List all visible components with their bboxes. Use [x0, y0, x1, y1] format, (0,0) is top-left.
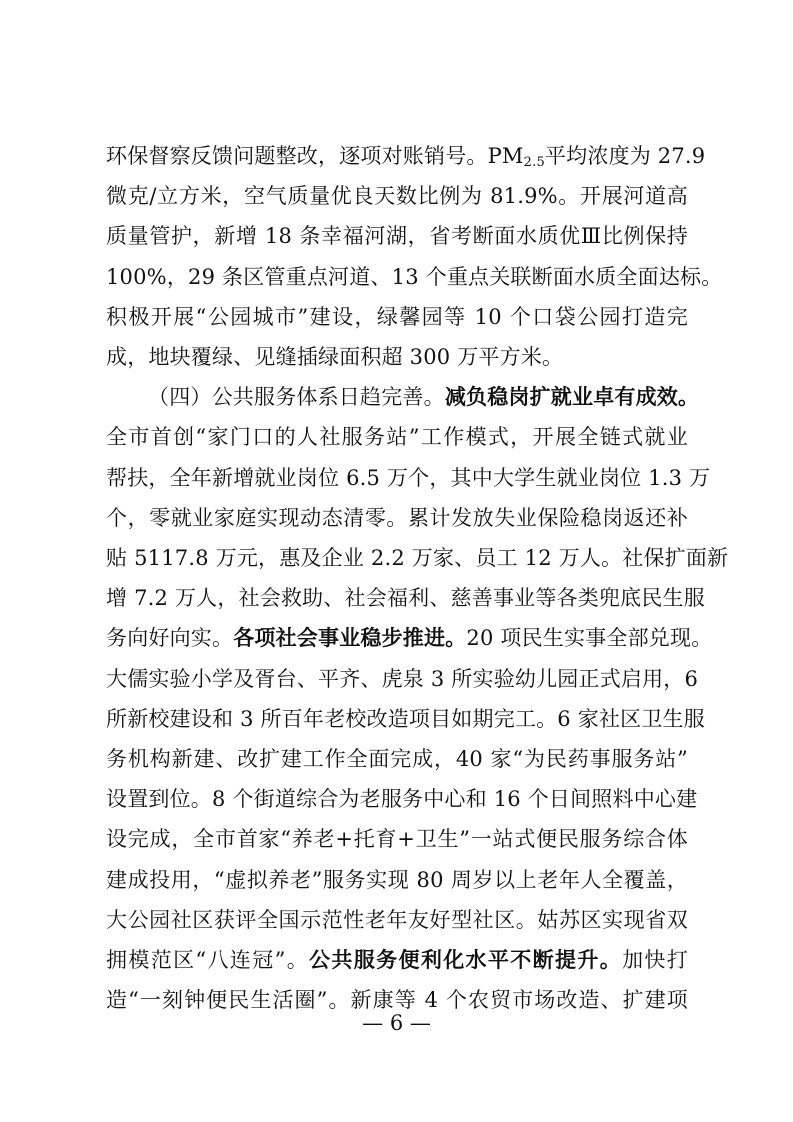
text-run: 微克/立方米，空气质量优良天数比例为 81.9%。开展河道高	[106, 184, 688, 208]
text-line	[106, 136, 706, 176]
text-line	[106, 458, 711, 498]
text-line	[106, 940, 688, 980]
text-line	[106, 578, 705, 618]
text-line	[106, 819, 688, 859]
text-run: 增 7.2 万人，社会救助、社会福利、慈善事业等各类兜底民生服	[106, 586, 705, 610]
text-line	[106, 860, 688, 900]
text-line	[106, 257, 723, 297]
text-run: 个，零就业家庭实现动态清零。累计发放失业保险稳岗返还补	[106, 506, 688, 530]
text-line	[106, 337, 688, 377]
text-line	[106, 176, 688, 216]
text-run: 全市首创“家门口的人社服务站”工作模式，开展全链式就业	[106, 425, 688, 449]
text-run: 帮扶，全年新增就业岗位 6.5 万个，其中大学生就业岗位 1.3 万	[106, 466, 711, 490]
text-run: 设置到位。8 个街道综合为老服务中心和 16 个日间照料中心建	[106, 787, 698, 811]
text-run: 务机构新建、改扩建工作全面完成，40 家“为民药事服务站”	[106, 747, 688, 771]
text-run: 大公园社区获评全国示范性老年友好型社区。姑苏区实现省双	[106, 908, 688, 932]
text-line	[106, 739, 688, 779]
text-line	[148, 377, 700, 417]
text-line	[106, 779, 698, 819]
text-run: 成，地块覆绿、见缝插绿面积超 300 万平方米。	[106, 345, 564, 369]
bold-heading: 减负稳岗扩就业卓有成效。	[444, 384, 700, 409]
text-line	[106, 297, 688, 337]
text-run: 平均浓度为 27.9	[544, 144, 706, 168]
text-run: 质量管护，新增 18 条幸福河湖，省考断面水质优Ⅲ比例保持	[106, 224, 688, 248]
text-run: 20 项民生实事全部兑现。	[466, 626, 713, 650]
bold-heading: 各项社会事业稳步推进。	[233, 625, 467, 650]
text-run: 所新校建设和 3 所百年老校改造项目如期完工。6 家社区卫生服	[106, 707, 705, 731]
text-run: 贴 5117.8 万元，惠及企业 2.2 万家、员工 12 万人。社保扩面新	[106, 546, 729, 570]
text-run: 拥模范区“八连冠”。	[106, 948, 310, 972]
text-run: 造“一刻钟便民生活圈”。新康等 4 个农贸市场改造、扩建项	[106, 988, 688, 1012]
text-run: 环保督察反馈问题整改，逐项对账销号。PM	[106, 144, 524, 168]
text-line	[106, 538, 729, 578]
text-run: 大儒实验小学及胥台、平齐、虎泉 3 所实验幼儿园正式启用，6	[106, 667, 699, 691]
text-run: 100%，29 条区管重点河道、13 个重点关联断面水质全面达标。	[106, 265, 723, 289]
text-run: 积极开展“公园城市”建设，绿馨园等 10 个口袋公园打造完	[106, 305, 688, 329]
text-run: 设完成，全市首家“养老+托育+卫生”一站式便民服务综合体	[106, 827, 688, 851]
text-line	[106, 618, 713, 658]
text-run: 加快打	[622, 948, 688, 972]
text-run: 建成投用，“虚拟养老”服务实现 80 周岁以上老年人全覆盖，	[106, 868, 688, 892]
page-number: — 6 —	[362, 1011, 431, 1035]
text-line	[106, 417, 688, 457]
text-line	[106, 659, 699, 699]
text-run: （四）公共服务体系日趋完善。	[148, 385, 445, 409]
subscript: 2.5	[523, 155, 545, 170]
bold-heading: 公共服务便利化水平不断提升。	[309, 947, 623, 972]
text-run: 务向好向实。	[106, 626, 234, 650]
text-line	[106, 498, 688, 538]
text-line	[106, 699, 705, 739]
text-line	[106, 900, 688, 940]
text-line	[106, 216, 688, 256]
